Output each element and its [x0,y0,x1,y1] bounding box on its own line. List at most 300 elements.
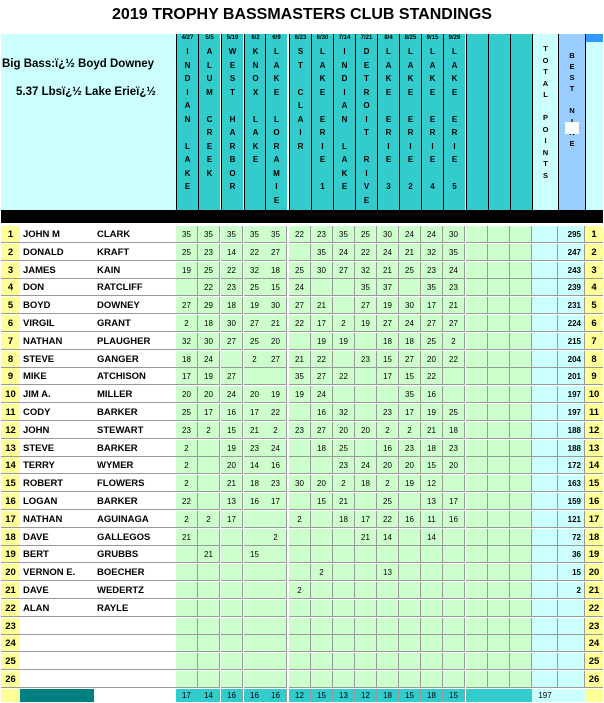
score-cell [198,457,220,474]
score-cell [443,582,465,599]
event-date: 9/15 [426,35,439,41]
event-date: 7/21 [360,35,373,41]
total-cell [532,635,558,652]
score-cell: 14 [221,244,243,261]
best-nine-cell: 159 [558,493,585,510]
score-cell: 20 [265,333,287,350]
score-cell [289,671,311,688]
empty-cell [488,475,510,492]
score-cell [176,635,198,652]
total-cell [532,546,558,563]
best-nine-cell: 36 [558,546,585,563]
empty-cell [466,244,488,261]
footer-count-cell: 16 [265,689,287,702]
score-cell [355,635,377,652]
score-cell [289,440,311,457]
event-header-2 [198,34,220,210]
score-cell [244,368,266,385]
score-cell: 23 [443,440,465,457]
score-cell: 11 [421,511,443,528]
empty-cell [488,546,510,563]
event-name: L A K E L O R A M I E [273,47,280,205]
empty-cell [466,564,488,581]
total-cell [532,404,558,421]
score-cell: 20 [221,457,243,474]
best-nine-cell: 204 [558,351,585,368]
event-header-1 [176,34,198,210]
score-cell [221,635,243,652]
empty-cell [510,600,532,617]
score-cell: 22 [198,279,220,296]
score-cell [198,600,220,617]
empty-cell [510,564,532,581]
footer-count-cell: 16 [244,689,266,702]
score-cell [198,529,220,546]
score-cell: 22 [311,351,333,368]
score-cell: 2 [176,511,198,528]
score-cell [377,386,399,403]
score-cell: 20 [333,422,355,439]
event-date: 6/2 [251,35,260,41]
empty-cell [510,297,532,314]
score-cell: 13 [221,493,243,510]
score-cell [443,368,465,385]
best-nine-cell: 197 [558,386,585,403]
best-nine-cell: 15 [558,564,585,581]
empty-cell [488,440,510,457]
score-cell [399,493,421,510]
score-cell [198,582,220,599]
event-name: D E T R O I T R I V E [363,47,370,205]
score-cell [221,600,243,617]
row-rank: 15 [1,475,20,492]
score-cell [289,546,311,563]
last-name: ATCHISON [94,368,176,385]
empty-cell [466,511,488,528]
empty-cell [488,529,510,546]
score-cell: 27 [311,368,333,385]
score-cell: 2 [333,475,355,492]
score-cell [421,546,443,563]
score-cell [198,635,220,652]
score-cell: 27 [355,297,377,314]
empty-cell [510,386,532,403]
empty-cell [466,546,488,563]
score-cell [265,582,287,599]
score-cell: 27 [176,297,198,314]
empty-cell [466,351,488,368]
total-cell [532,440,558,457]
score-cell [265,653,287,670]
score-cell: 19 [176,262,198,279]
empty-cell [466,279,488,296]
score-cell [198,475,220,492]
best-nine-cell [558,618,585,635]
total-cell [532,279,558,296]
score-cell [198,653,220,670]
score-cell: 24 [198,351,220,368]
last-name: BOECHER [94,564,176,581]
score-cell: 24 [333,244,355,261]
score-cell: 17 [311,315,333,332]
score-cell: 18 [265,262,287,279]
score-cell: 19 [198,368,220,385]
score-cell [265,618,287,635]
score-cell [333,297,355,314]
score-cell: 19 [377,297,399,314]
best-nine-cell: 239 [558,279,585,296]
score-cell [377,653,399,670]
empty-cell [510,457,532,474]
score-cell: 27 [265,244,287,261]
empty-cell [488,244,510,261]
score-cell: 23 [244,440,266,457]
score-cell: 23 [265,475,287,492]
score-cell: 25 [377,493,399,510]
row-rank-right: 8 [585,351,603,368]
score-cell [355,653,377,670]
row-rank-right: 17 [585,511,603,528]
row-rank-right: 3 [585,262,603,279]
empty-cell [466,333,488,350]
score-cell: 23 [399,440,421,457]
score-cell [289,404,311,421]
empty-cell [510,618,532,635]
score-cell [399,529,421,546]
score-cell [355,404,377,421]
total-cell [532,262,558,279]
score-cell: 17 [443,493,465,510]
last-name: KRAFT [94,244,176,261]
score-cell: 22 [377,511,399,528]
score-cell: 14 [377,529,399,546]
score-cell: 16 [399,511,421,528]
row-rank-right: 2 [585,244,603,261]
score-cell: 2 [265,422,287,439]
row-rank: 25 [1,653,20,670]
empty-cell [510,635,532,652]
empty-cell [488,600,510,617]
row-rank: 14 [1,457,20,474]
row-rank-right: 22 [585,600,603,617]
total-points-header [532,34,558,210]
empty-cell [488,511,510,528]
score-cell: 15 [244,546,266,563]
blank-event-header [488,34,510,210]
score-cell [265,600,287,617]
score-cell [311,511,333,528]
score-cell: 25 [355,226,377,243]
event-date: 9/29 [448,35,461,41]
score-cell [244,600,266,617]
score-cell: 2 [198,422,220,439]
footer-rank-right [585,689,603,702]
header-divider [1,210,603,223]
score-cell: 25 [244,333,266,350]
score-cell [289,529,311,546]
last-name: STEWART [94,422,176,439]
score-cell [377,618,399,635]
score-cell [421,671,443,688]
score-cell: 2 [265,529,287,546]
score-cell: 18 [355,475,377,492]
score-cell: 23 [289,422,311,439]
footer-teal-bar [20,689,94,702]
first-name: MIKE [20,368,94,385]
score-cell [244,582,266,599]
score-cell: 27 [221,333,243,350]
total-cell [532,422,558,439]
last-name: RAYLE [94,600,176,617]
row-rank-right: 12 [585,422,603,439]
footer-empty-cell [510,689,532,702]
score-cell: 32 [421,244,443,261]
score-cell: 18 [333,511,355,528]
empty-cell [510,529,532,546]
score-cell: 19 [244,297,266,314]
row-rank: 9 [1,368,20,385]
empty-cell [466,671,488,688]
empty-cell [510,315,532,332]
score-cell [221,618,243,635]
score-cell [244,564,266,581]
score-cell [244,671,266,688]
row-rank-right: 14 [585,457,603,474]
score-cell [311,635,333,652]
score-cell: 30 [443,226,465,243]
score-cell [311,279,333,296]
score-cell: 15 [421,457,443,474]
total-cell [532,368,558,385]
score-cell: 18 [176,351,198,368]
row-rank: 20 [1,564,20,581]
score-cell [311,457,333,474]
score-cell: 20 [421,351,443,368]
empty-cell [510,493,532,510]
footer-empty-cell [466,689,488,702]
best-nine-cell: 2 [558,582,585,599]
score-cell: 25 [421,333,443,350]
score-cell: 19 [333,333,355,350]
score-cell: 30 [311,262,333,279]
empty-cell [488,351,510,368]
footer-count-cell: 12 [355,689,377,702]
score-cell: 23 [221,279,243,296]
score-cell: 2 [289,582,311,599]
row-rank: 8 [1,351,20,368]
best-nine-cell: 188 [558,422,585,439]
empty-cell [488,386,510,403]
event-header-12 [421,34,443,210]
last-name: PLAUGHER [94,333,176,350]
last-name: MILLER [94,386,176,403]
score-cell: 23 [443,279,465,296]
first-name: DAVE [20,529,94,546]
score-cell [333,653,355,670]
blank-event-header [510,34,532,210]
score-cell [443,671,465,688]
score-cell: 20 [443,457,465,474]
event-name: A L U M C R E E K [206,47,213,178]
score-cell [333,635,355,652]
score-cell [176,653,198,670]
score-cell [333,671,355,688]
score-cell: 24 [221,386,243,403]
score-cell: 13 [377,564,399,581]
score-cell [221,671,243,688]
row-rank: 2 [1,244,20,261]
score-cell [289,457,311,474]
total-cell [532,475,558,492]
score-cell: 21 [244,422,266,439]
blank-event-header [466,34,488,210]
score-cell: 15 [377,351,399,368]
empty-cell [466,493,488,510]
first-name: BOYD [20,297,94,314]
score-cell: 12 [421,475,443,492]
score-cell: 2 [377,475,399,492]
row-rank: 23 [1,618,20,635]
score-cell [221,564,243,581]
score-cell: 32 [333,404,355,421]
empty-cell [488,279,510,296]
score-cell: 19 [265,386,287,403]
score-cell [421,653,443,670]
event-header-11 [399,34,421,210]
big-bass-line-2: 5.37 Lbsï¿½ Lake Erieï¿½ [16,86,156,98]
score-cell [355,493,377,510]
total-cell [532,244,558,261]
score-cell: 25 [198,262,220,279]
row-rank-right: 4 [585,279,603,296]
footer-count-cell: 13 [333,689,355,702]
score-cell: 2 [377,422,399,439]
first-name: CODY [20,404,94,421]
first-name: NATHAN [20,333,94,350]
score-cell [355,368,377,385]
best-nine-cell: 295 [558,226,585,243]
score-cell: 18 [443,422,465,439]
score-cell: 27 [377,315,399,332]
score-cell [421,600,443,617]
score-cell [399,671,421,688]
score-cell [399,618,421,635]
score-cell: 15 [311,493,333,510]
empty-cell [466,618,488,635]
score-cell [265,671,287,688]
first-name: DAVE [20,582,94,599]
score-cell [355,600,377,617]
empty-cell [466,582,488,599]
score-cell: 16 [221,404,243,421]
score-cell: 35 [198,226,220,243]
score-cell: 21 [399,244,421,261]
total-cell [532,226,558,243]
score-cell: 23 [421,262,443,279]
total-cell [532,351,558,368]
empty-cell [488,457,510,474]
score-cell [244,635,266,652]
first-name: VIRGIL [20,315,94,332]
score-cell [443,635,465,652]
score-cell [333,600,355,617]
event-header-7 [311,34,333,210]
score-cell [355,564,377,581]
score-cell [176,564,198,581]
score-cell [333,386,355,403]
score-cell: 22 [221,262,243,279]
event-name: I N D I A N L A K E [184,47,191,191]
row-rank: 26 [1,671,20,688]
score-cell: 21 [311,297,333,314]
score-cell: 35 [244,226,266,243]
score-cell [333,564,355,581]
total-cell [532,493,558,510]
score-cell: 35 [355,279,377,296]
score-cell: 18 [399,333,421,350]
event-date: 7/14 [338,35,351,41]
score-cell [399,564,421,581]
last-name: GRANT [94,315,176,332]
score-cell: 20 [377,457,399,474]
rank-header-right [585,34,603,210]
empty-cell [510,671,532,688]
score-cell [421,564,443,581]
score-cell [355,546,377,563]
first-name: JAMES [20,262,94,279]
score-cell [176,279,198,296]
score-cell [244,529,266,546]
empty-cell [510,511,532,528]
first-name: DON [20,279,94,296]
best-nine-label: B E S T N E [569,51,575,148]
score-cell: 24 [377,244,399,261]
empty-cell [510,244,532,261]
score-cell: 29 [198,297,220,314]
score-cell: 18 [244,475,266,492]
first-name: STEVE [20,351,94,368]
footer-count-cell: 15 [399,689,421,702]
score-cell: 2 [244,351,266,368]
event-header-5 [265,34,287,210]
score-cell [377,546,399,563]
score-cell: 18 [198,315,220,332]
score-cell [311,671,333,688]
total-cell [532,600,558,617]
event-date: 8/25 [404,35,417,41]
score-cell: 18 [221,297,243,314]
first-name [20,671,94,688]
score-cell: 35 [399,386,421,403]
score-cell: 16 [421,386,443,403]
score-cell: 18 [421,440,443,457]
score-cell: 17 [244,404,266,421]
page-title: 2019 TROPHY BASSMASTERS CLUB STANDINGS [112,6,492,23]
score-cell: 35 [265,226,287,243]
score-cell: 17 [399,404,421,421]
score-cell: 23 [311,226,333,243]
row-rank: 3 [1,262,20,279]
score-cell: 30 [198,333,220,350]
last-name: CLARK [94,226,176,243]
score-cell: 22 [244,244,266,261]
score-cell: 27 [443,315,465,332]
score-cell: 30 [399,297,421,314]
row-rank-right: 26 [585,671,603,688]
total-cell [532,333,558,350]
footer-count-cell: 16 [221,689,243,702]
last-name: DOWNEY [94,297,176,314]
